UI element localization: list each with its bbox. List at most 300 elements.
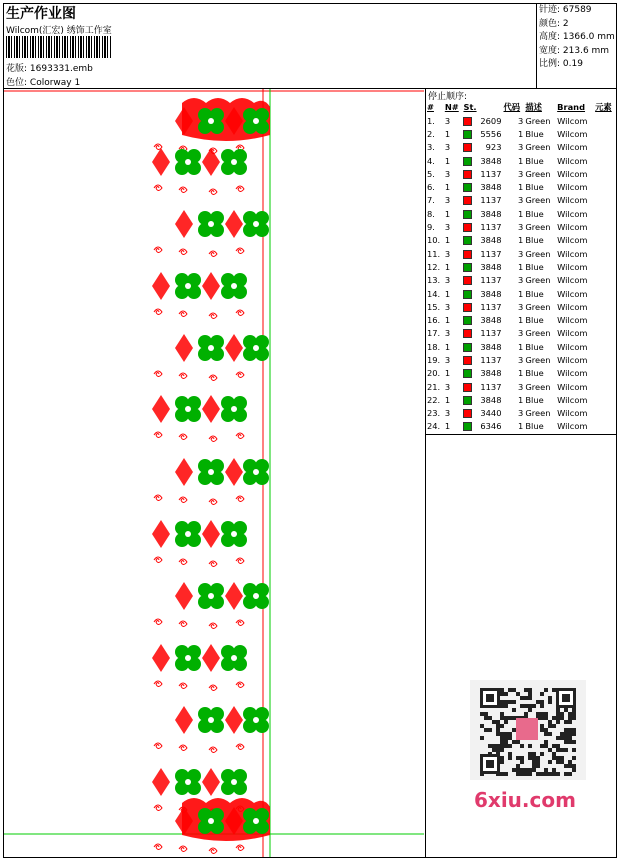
swirl (209, 436, 217, 442)
color-swatch-cell (462, 327, 475, 340)
stitch-count: 3848 (480, 261, 502, 272)
qr-module (500, 748, 504, 752)
row-number: 19. (427, 354, 441, 365)
stitch-count: 3848 (480, 394, 502, 405)
stitch-count: 3848 (480, 235, 502, 246)
table-row (426, 274, 616, 287)
stitch-count: 3848 (480, 182, 502, 193)
qr-module (520, 772, 524, 776)
qr-module (548, 700, 552, 704)
column-header: St. (463, 102, 477, 112)
table-row (426, 287, 616, 300)
red-leaf (225, 458, 243, 486)
color-swatch-cell (462, 274, 475, 287)
red-leaf (152, 644, 170, 672)
qr-module (516, 768, 520, 772)
color-swatch-cell (462, 180, 475, 193)
row-number: 14. (427, 288, 441, 299)
element-cell (594, 407, 616, 420)
element-cell (594, 154, 616, 167)
swirl (236, 845, 244, 851)
stat-value: 2 (560, 18, 569, 29)
color-swatch-cell (462, 300, 475, 313)
stat-value: 213.6 mm (560, 45, 610, 56)
red-leaf (152, 148, 170, 176)
qr-module (516, 692, 520, 696)
qr-module (540, 692, 544, 696)
color-swatch (463, 383, 472, 392)
qr-module (488, 744, 492, 748)
watermark-site: 6xiu.com (474, 788, 576, 812)
red-leaf (202, 395, 220, 423)
row-number: 15. (427, 301, 441, 312)
row-number: 5. (427, 168, 435, 179)
red-leaf (225, 706, 243, 734)
qr-module (500, 744, 504, 748)
qr-module (524, 696, 528, 700)
qr-module (508, 756, 512, 760)
qr-module (536, 772, 540, 776)
qr-module (500, 688, 504, 692)
flower-center (208, 118, 214, 124)
swirl (179, 683, 187, 689)
qr-module (568, 736, 572, 740)
color-swatch (463, 250, 472, 259)
qr-module (480, 724, 484, 728)
color-swatch (463, 303, 472, 312)
color-swatch-cell (462, 407, 475, 420)
color-swatch (463, 422, 472, 431)
qr-module (572, 740, 576, 744)
stitch-count: 923 (485, 142, 502, 153)
row-number: 18. (427, 341, 441, 352)
color-swatch (463, 210, 472, 219)
swirl (154, 681, 162, 687)
barcode (6, 36, 112, 58)
element-cell (594, 353, 616, 366)
color-swatch (463, 276, 472, 285)
qr-module (524, 688, 528, 692)
qr-module (552, 724, 556, 728)
needle-number: 1 (444, 341, 451, 352)
qr-module (520, 696, 524, 700)
stat-value: 1366.0 mm (560, 32, 615, 42)
flower-center (231, 159, 237, 165)
qr-module (568, 764, 572, 768)
row-number: 22. (427, 394, 441, 405)
swirl (236, 620, 244, 626)
stitch-count: 3848 (480, 315, 502, 326)
row-number: 24. (427, 421, 441, 432)
thread-code: 3 (518, 381, 524, 392)
qr-module (484, 712, 488, 716)
qr-module (488, 728, 492, 732)
qr-module (552, 756, 556, 760)
qr-module (540, 712, 544, 716)
red-leaf (202, 272, 220, 300)
qr-module (480, 712, 484, 716)
qr-module (540, 728, 544, 732)
qr-module (548, 696, 552, 700)
red-leaf (225, 582, 243, 610)
needle-number: 3 (444, 381, 451, 392)
stop-sequence-title: 停止顺序: (428, 92, 468, 102)
qr-module (568, 716, 572, 720)
needle-number: 1 (444, 368, 451, 379)
qr-module (496, 744, 500, 748)
row-number: 1. (427, 115, 435, 126)
red-leaf (175, 706, 193, 734)
qr-module (552, 752, 556, 756)
thread-code: 1 (518, 368, 524, 379)
thread-description: Blue (525, 261, 544, 272)
flower-center (208, 221, 214, 227)
thread-brand: Wilcom (557, 182, 588, 193)
red-leaf (202, 148, 220, 176)
qr-module (500, 700, 504, 704)
thread-brand: Wilcom (557, 301, 588, 312)
qr-module (508, 716, 512, 720)
thread-brand: Wilcom (557, 394, 588, 405)
qr-module (572, 756, 576, 760)
stitch-count: 1137 (480, 328, 502, 339)
table-row (426, 154, 616, 167)
row-number: 7. (427, 195, 435, 206)
qr-module (500, 716, 504, 720)
thread-code: 3 (518, 248, 524, 259)
swirl (179, 434, 187, 440)
table-row (426, 127, 616, 140)
qr-module (556, 756, 560, 760)
qr-module (500, 760, 504, 764)
qr-module (512, 688, 516, 692)
thread-description: Blue (525, 182, 544, 193)
color-swatch (463, 369, 472, 378)
swirl (236, 248, 244, 254)
color-swatch (463, 290, 472, 299)
qr-module (544, 732, 548, 736)
qr-module (560, 748, 564, 752)
color-swatch (463, 263, 472, 272)
element-cell (594, 247, 616, 260)
stats-panel (539, 4, 615, 72)
color-swatch-cell (462, 127, 475, 140)
swirl (236, 496, 244, 502)
thread-code: 3 (518, 142, 524, 153)
color-swatch (463, 196, 472, 205)
qr-module (516, 772, 520, 776)
row-number: 3. (427, 142, 435, 153)
qr-module (504, 772, 508, 776)
stat-label: 比例: (539, 59, 561, 69)
flower-center (208, 818, 214, 824)
color-swatch-cell (462, 287, 475, 300)
thread-brand: Wilcom (557, 168, 588, 179)
needle-number: 1 (444, 128, 451, 139)
thread-brand: Wilcom (557, 421, 588, 432)
color-swatch-cell (462, 167, 475, 180)
swirl (209, 561, 217, 567)
thread-code: 1 (518, 394, 524, 405)
qr-module (528, 756, 532, 760)
qr-module (572, 708, 576, 712)
qr-module (484, 728, 488, 732)
qr-module (548, 748, 552, 752)
swirl (236, 433, 244, 439)
qr-module (544, 744, 548, 748)
qr-module (540, 724, 544, 728)
table-row (426, 340, 616, 353)
color-swatch-cell (462, 380, 475, 393)
needle-number: 3 (444, 142, 451, 153)
qr-module (564, 728, 568, 732)
qr-module (500, 732, 504, 736)
table-row (426, 327, 616, 340)
thread-description: Green (525, 275, 551, 286)
flower-center (231, 655, 237, 661)
thread-brand: Wilcom (557, 155, 588, 166)
color-swatch (463, 170, 472, 179)
table-row (426, 420, 616, 433)
element-cell (594, 393, 616, 406)
qr-module (492, 744, 496, 748)
color-swatch-cell (462, 220, 475, 233)
qr-module (504, 732, 508, 736)
qr-module (564, 708, 568, 712)
stat-value: 67589 (560, 5, 592, 15)
stat-line (539, 31, 615, 45)
qr-module (556, 712, 560, 716)
qr-module (508, 752, 512, 756)
flower-center (185, 531, 191, 537)
element-cell (594, 300, 616, 313)
red-leaf (152, 395, 170, 423)
qr-module (572, 716, 576, 720)
qr-module (544, 728, 548, 732)
qr-module (520, 760, 524, 764)
swirl (154, 247, 162, 253)
thread-code: 3 (518, 275, 524, 286)
needle-number: 3 (444, 115, 451, 126)
qr-module (568, 772, 572, 776)
qr-module (520, 768, 524, 772)
qr-module (556, 744, 560, 748)
qr-module (568, 728, 572, 732)
needle-number: 1 (444, 315, 451, 326)
thread-description: Green (525, 115, 551, 126)
color-swatch (463, 343, 472, 352)
thread-brand: Wilcom (557, 288, 588, 299)
flower-center (185, 779, 191, 785)
qr-module (504, 740, 508, 744)
flower-center (208, 593, 214, 599)
red-leaf (202, 768, 220, 796)
swirl (209, 313, 217, 319)
qr-module (516, 756, 520, 760)
qr-module (484, 716, 488, 720)
thread-brand: Wilcom (557, 128, 588, 139)
color-swatch-cell (462, 207, 475, 220)
stitch-count: 1137 (480, 381, 502, 392)
thread-code: 3 (518, 408, 524, 419)
swirl (179, 311, 187, 317)
qr-module (508, 700, 512, 704)
element-cell (594, 380, 616, 393)
table-row (426, 300, 616, 313)
needle-number: 1 (444, 182, 451, 193)
needle-number: 3 (444, 408, 451, 419)
element-cell (594, 287, 616, 300)
stitch-count: 3848 (480, 368, 502, 379)
stitch-count: 3848 (480, 155, 502, 166)
thread-brand: Wilcom (557, 115, 588, 126)
flower-center (208, 717, 214, 723)
qr-module (528, 696, 532, 700)
qr-code (470, 680, 586, 780)
stitch-count: 1137 (480, 275, 502, 286)
swirl (154, 619, 162, 625)
design-preview (4, 89, 425, 857)
qr-module (504, 704, 508, 708)
swirl (179, 846, 187, 852)
thread-brand: Wilcom (557, 261, 588, 272)
needle-number: 1 (444, 208, 451, 219)
thread-brand: Wilcom (557, 235, 588, 246)
row-number: 11. (427, 248, 441, 259)
column-header: # (427, 102, 434, 112)
color-swatch-cell (462, 141, 475, 154)
qr-module (560, 760, 564, 764)
swirl (179, 249, 187, 255)
red-leaf (202, 644, 220, 672)
table-row (426, 247, 616, 260)
thread-brand: Wilcom (557, 142, 588, 153)
thread-description: Green (525, 222, 551, 233)
row-number: 2. (427, 128, 435, 139)
red-leaf (225, 210, 243, 238)
design-value: 1693331.emb (29, 64, 93, 74)
red-leaf (225, 334, 243, 362)
flower-center (185, 159, 191, 165)
flower-center (208, 345, 214, 351)
column-header: 代码 (503, 102, 521, 112)
design-label: 花版: (6, 64, 28, 74)
row-number: 16. (427, 315, 441, 326)
element-cell (594, 260, 616, 273)
row-number: 12. (427, 261, 441, 272)
thread-description: Blue (525, 128, 544, 139)
qr-module (512, 708, 516, 712)
table-row (426, 194, 616, 207)
element-cell (594, 220, 616, 233)
needle-number: 1 (444, 421, 451, 432)
color-swatch-cell (462, 247, 475, 260)
qr-module (528, 704, 532, 708)
stitch-count: 5556 (480, 128, 502, 139)
qr-module (508, 736, 512, 740)
element-cell (594, 367, 616, 380)
row-number: 21. (427, 381, 441, 392)
qr-module (508, 744, 512, 748)
thread-description: Green (525, 248, 551, 259)
color-swatch-cell (462, 420, 475, 433)
qr-module (560, 712, 564, 716)
colorway-value: Colorway 1 (29, 78, 81, 88)
qr-module (520, 756, 524, 760)
flower-center (253, 717, 259, 723)
qr-module (572, 732, 576, 736)
qr-module (548, 720, 552, 724)
qr-module (540, 716, 544, 720)
color-swatch (463, 143, 472, 152)
qr-module (540, 744, 544, 748)
thread-brand: Wilcom (557, 208, 588, 219)
qr-module (556, 748, 560, 752)
thread-brand: Wilcom (557, 328, 588, 339)
thread-brand: Wilcom (557, 275, 588, 286)
qr-module (520, 744, 524, 748)
qr-module (556, 716, 560, 720)
swirl (154, 309, 162, 315)
qr-module (504, 700, 508, 704)
qr-module (528, 752, 532, 756)
qr-module (508, 732, 512, 736)
thread-brand: Wilcom (557, 195, 588, 206)
element-cell (594, 167, 616, 180)
design-line (6, 61, 93, 74)
thread-brand: Wilcom (557, 315, 588, 326)
qr-module (564, 740, 568, 744)
swirl (179, 497, 187, 503)
stitch-count: 1137 (480, 248, 502, 259)
qr-module (548, 732, 552, 736)
qr-module (532, 704, 536, 708)
flower-center (208, 469, 214, 475)
qr-module (572, 768, 576, 772)
qr-module (556, 772, 560, 776)
qr-module (480, 736, 484, 740)
stat-line (539, 4, 615, 18)
element-cell (594, 207, 616, 220)
thread-description: Green (525, 408, 551, 419)
color-swatch-cell (462, 114, 475, 127)
qr-module (504, 744, 508, 748)
swirl (209, 251, 217, 257)
color-swatch-cell (462, 353, 475, 366)
thread-description: Green (525, 168, 551, 179)
qr-module (524, 772, 528, 776)
qr-module (512, 768, 516, 772)
swirl (236, 372, 244, 378)
column-header: 元素 (595, 102, 612, 112)
qr-module (512, 728, 516, 732)
swirl (209, 189, 217, 195)
column-header: Brand (557, 102, 586, 112)
thread-description: Blue (525, 394, 544, 405)
table-row (426, 407, 616, 420)
thread-description: Green (525, 328, 551, 339)
thread-code: 1 (518, 421, 524, 432)
qr-module (552, 716, 556, 720)
qr-module (564, 736, 568, 740)
stitch-count: 3848 (480, 341, 502, 352)
thread-brand: Wilcom (557, 222, 588, 233)
column-header: N# (444, 102, 459, 112)
qr-module (564, 732, 568, 736)
needle-number: 3 (444, 354, 451, 365)
thread-brand: Wilcom (557, 408, 588, 419)
flower-center (185, 406, 191, 412)
